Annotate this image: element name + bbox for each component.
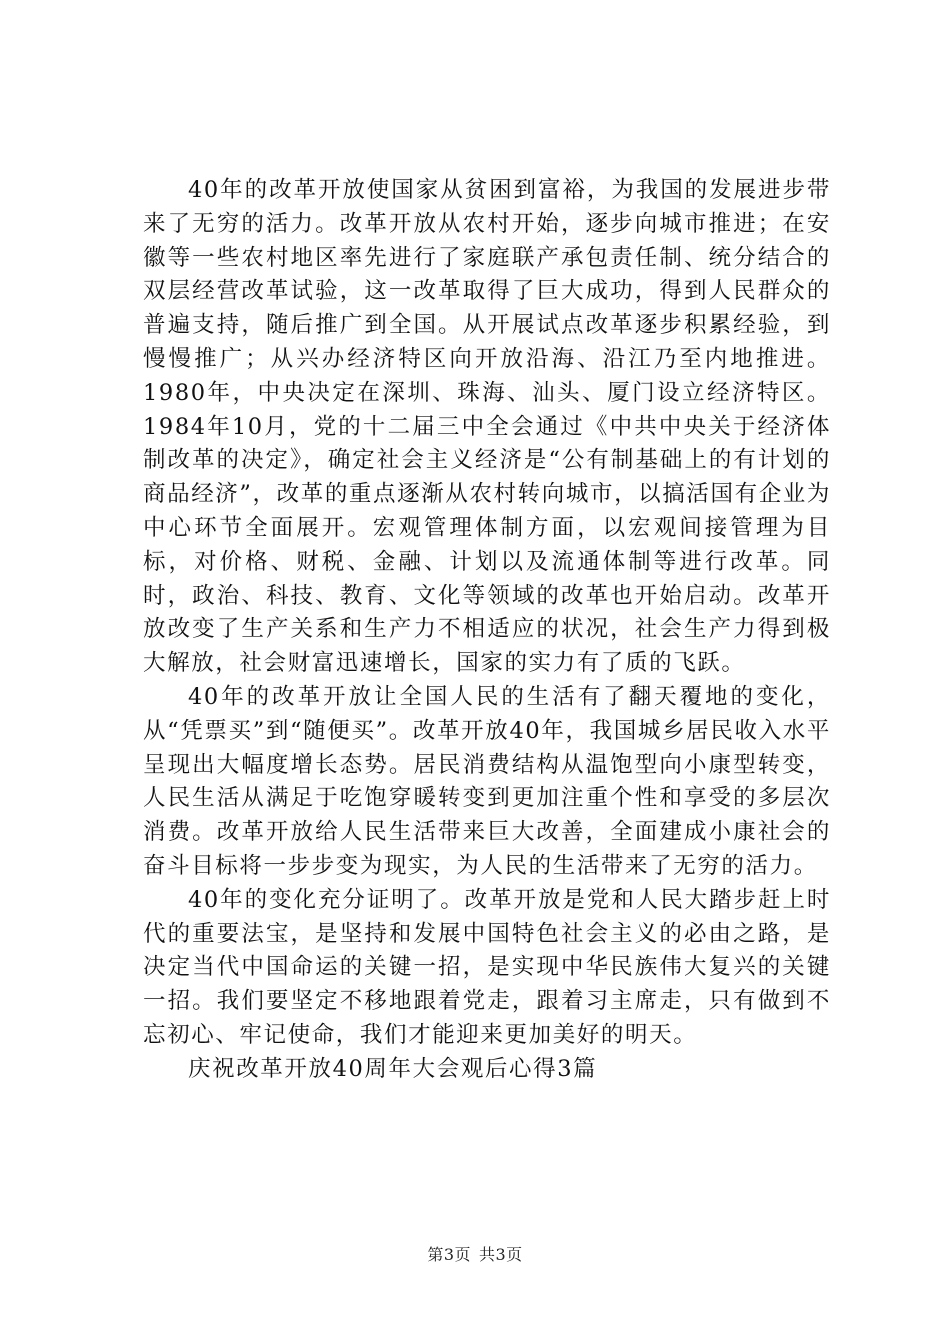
page-footer: [0, 1245, 950, 1265]
paragraph-article-title: 庆祝改革开放40周年大会观后心得3篇: [188, 1055, 598, 1082]
paragraph-reform-history: 40年的改革开放使国家从贫困到富裕，为我国的发展进步带来了无穷的活力。改革开放从农村开始，逐步向城市推进；在安徽等一些农村地区率先进行了家庭联产承包责任制、统分结合的双层经营改革试验，这一改革取得了巨大成功，得到人民群众的普遍支持，随后推广到全国。从开展试点改革逐步积累经验，到慢慢推广；从兴办经济特区向开放沿海、沿江乃至内地推进。1980年，中央决定在深圳、珠海、汕头、厦门设立经济特区。1984年10月，党的十二届三中全会通过《中共中央关于经济体制改革的决定》，确定社会主义经济是“公有制基础上的有计划的商品经济”，改革的重点逐渐从农村转向城市，以搞活国有企业为中心环节全面展开。宏观管理体制方面，以宏观间接管理为目标，对价格、财税、金融、计划以及流通体制等进行改革。同时，政治、科技、教育、文化等领域的改革也开始启动。改革开放改变了生产关系和生产力不相适应的状况，社会生产力得到极大解放，社会财富迅速增长，国家的实力有了质的飞跃。: [143, 177, 831, 677]
paragraph-living-standards: 40年的改革开放让全国人民的生活有了翻天覆地的变化，从“凭票买”到“随便买”。改革开放40年，我国城乡居民收入水平呈现出大幅度增长态势。居民消费结构从温饱型向小康型转变，人民生活从满足于吃饱穿暖转变到更加注重个性和享受的多层次消费。改革开放给人民生活带来巨大改善，全面建成小康社会的奋斗目标将一步步变为现实，为人民的生活带来了无穷的活力。: [143, 683, 831, 879]
page-total: 共3页: [479, 1245, 523, 1264]
page-number: 第3页: [427, 1245, 471, 1264]
document-body: [143, 174, 831, 1087]
paragraph-conclusion: 40年的变化充分证明了。改革开放是党和人民大踏步赶上时代的重要法宝，是坚持和发展中国特色社会主义的必由之路，是决定当代中国命运的关键一招，是实现中华民族伟大复兴的关键一招。我们要坚定不移地跟着党走，跟着习主席走，只有做到不忘初心、牢记使命，我们才能迎来更加美好的明天。: [143, 886, 831, 1048]
